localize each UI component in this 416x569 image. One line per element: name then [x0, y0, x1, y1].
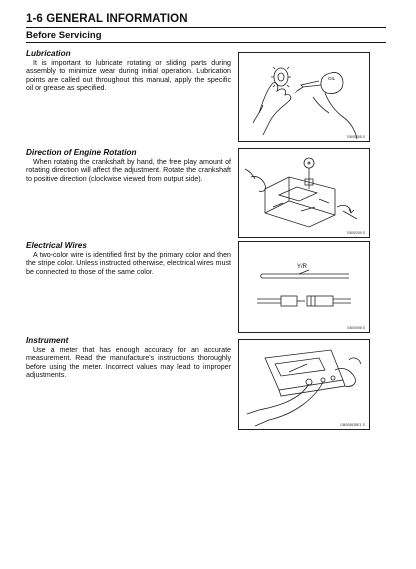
- instrument-block: [26, 336, 231, 380]
- figure-code: GB00098 S: [346, 326, 365, 330]
- electrical-wires-text: A two-color wire is identified first by the primary color and then the stripe color. Unless instructed otherwise, electrical wires must be connected to those of the same color.: [26, 251, 231, 276]
- lubrication-text: It is important to lubricate rotating or sliding parts during assembly to minimize wear during initial operation. Lubrication points are called out throughout this manual, apply the specific oil or grease as specified.: [26, 59, 231, 93]
- engine-crankshaft-illustration: [239, 149, 369, 237]
- section-rule: [26, 42, 386, 43]
- engine-rotation-block: [26, 148, 231, 183]
- figure-code: GB00982BE1 S: [340, 423, 365, 427]
- figure-code: GB00258 S: [346, 135, 365, 139]
- section-title: Before Servicing: [26, 30, 102, 41]
- oil-label: OIL: [328, 76, 336, 81]
- engine-rotation-heading: Direction of Engine Rotation: [26, 148, 137, 157]
- multimeter-illustration: [239, 340, 369, 429]
- instrument-figure: [238, 339, 370, 430]
- page-title: 1-6 GENERAL INFORMATION: [26, 13, 188, 25]
- page-header: [26, 13, 386, 28]
- wire-connector-illustration: [239, 242, 369, 332]
- lubrication-figure: [238, 52, 370, 142]
- figure-code: GB00259 S: [346, 231, 365, 235]
- engine-rotation-text: When rotating the crankshaft by hand, the free play amount of rotating direction will affect the adjustment. Rotate the crankshaft to positive direction (clockwise viewed from output side).: [26, 158, 231, 183]
- header-rule: [26, 27, 386, 28]
- oil-hands-illustration: [239, 53, 369, 141]
- wire-color-label: Y/R: [297, 264, 308, 270]
- electrical-wires-figure: [238, 241, 370, 333]
- electrical-wires-block: [26, 241, 231, 276]
- lubrication-block: [26, 49, 231, 93]
- electrical-wires-heading: Electrical Wires: [26, 241, 87, 250]
- instrument-heading: Instrument: [26, 336, 69, 345]
- engine-rotation-figure: [238, 148, 370, 238]
- lubrication-heading: Lubrication: [26, 49, 71, 58]
- instrument-text: Use a meter that has enough accuracy for an accurate measurement. Read the manufacture's instructions thoroughly before using the meter. Incorrect values may lead to improper adjustments.: [26, 346, 231, 380]
